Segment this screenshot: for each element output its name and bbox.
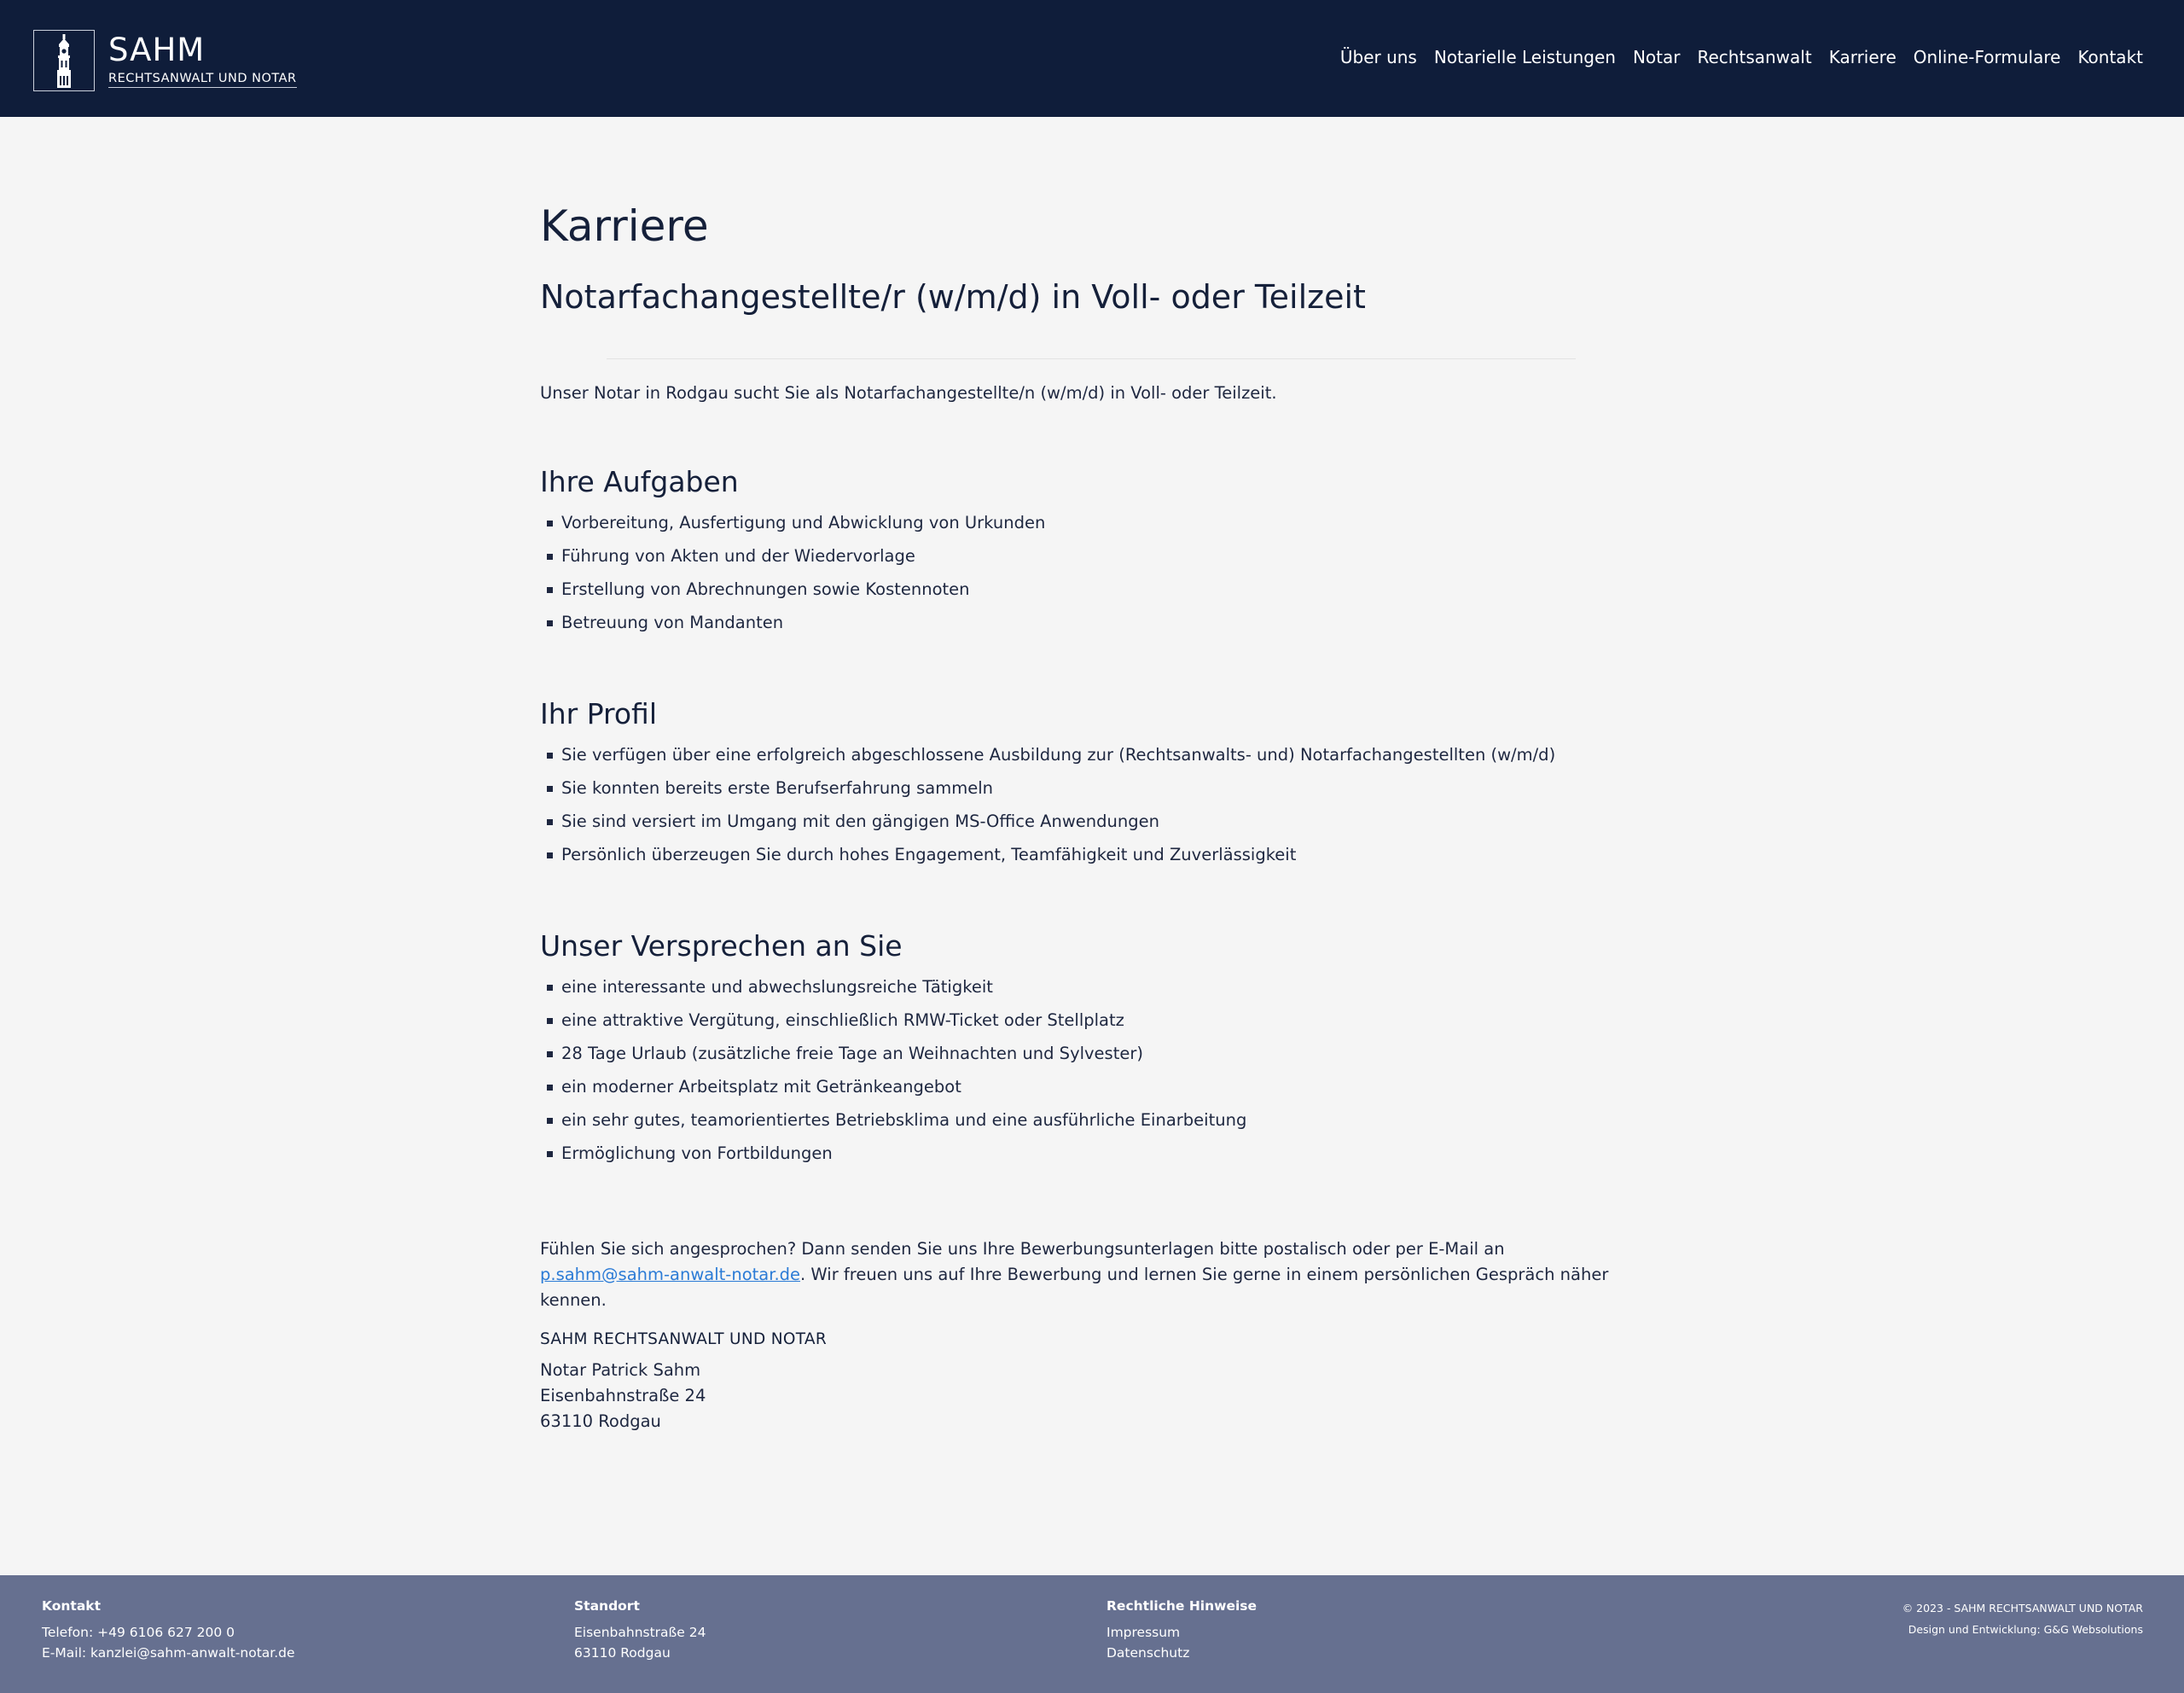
list-item: 28 Tage Urlaub (zusätzliche freie Tage an Weihnachten und Sylvester) xyxy=(540,1037,1649,1070)
main-content xyxy=(540,196,1649,1434)
list-item: Persönlich überzeugen Sie durch hohes Engagement, Teamfähigkeit und Zuverlässigkeit xyxy=(540,838,1649,871)
footer-heading-hinweise: Rechtliche Hinweise xyxy=(1107,1598,1258,1614)
logo-link[interactable] xyxy=(33,30,297,91)
intro-text: Unser Notar in Rodgau sucht Sie als Notarfachangestellte/n (w/m/d) in Voll- oder Teilzeit. xyxy=(540,383,1277,403)
logo-text xyxy=(108,30,297,88)
footer-standort xyxy=(574,1597,706,1663)
footer-meta xyxy=(1902,1597,2143,1640)
nav-item-kontakt[interactable]: Kontakt xyxy=(2077,47,2143,67)
list-item: Erstellung von Abrechnungen sowie Kostennoten xyxy=(540,573,1649,606)
address-line: Notar Patrick Sahm xyxy=(540,1360,701,1380)
main-nav xyxy=(1340,44,2143,70)
footer-kontakt xyxy=(42,1597,295,1663)
list-item: ein moderner Arbeitsplatz mit Getränkeangebot xyxy=(540,1070,1649,1103)
list-item: Führung von Akten und der Wiedervorlage xyxy=(540,539,1649,573)
list-item: Betreuung von Mandanten xyxy=(540,606,1649,639)
list-item: Sie konnten bereits erste Berufserfahrung sammeln xyxy=(540,771,1649,805)
footer-heading-standort: Standort xyxy=(574,1598,640,1614)
email-link[interactable]: p.sahm@sahm-anwalt-notar.de xyxy=(540,1265,801,1284)
footer-city: 63110 Rodgau xyxy=(574,1645,671,1661)
footer-phone[interactable]: Telefon: +49 6106 627 200 0 xyxy=(42,1625,235,1640)
postal-address xyxy=(540,1358,1649,1434)
nav-item-karriere[interactable]: Karriere xyxy=(1828,47,1896,67)
brand-name: SAHM xyxy=(108,32,206,68)
list-item: ein sehr gutes, teamorientiertes Betriebsklima und eine ausführliche Einarbeitung xyxy=(540,1103,1649,1137)
closing-text-before: Fühlen Sie sich angesprochen? Dann senden Sie uns Ihre Bewerbungsunterlagen bitte postalisch oder per E-Mail an xyxy=(540,1239,1505,1259)
site-footer xyxy=(0,1575,2184,1693)
list-item: eine attraktive Vergütung, einschließlich RMW-Ticket oder Stellplatz xyxy=(540,1004,1649,1037)
list-item: Sie verfügen über eine erfolgreich abgeschlossene Ausbildung zur (Rechtsanwalts- und) Notarfachangestellten (w/m/d) xyxy=(540,738,1649,771)
nav-item-ueber-uns[interactable]: Über uns xyxy=(1339,47,1417,67)
page-title: Karriere xyxy=(540,201,709,251)
footer-link-impressum[interactable]: Impressum xyxy=(1107,1625,1181,1640)
versprechen-list xyxy=(540,970,1649,1170)
footer-credits: Design und Entwicklung: G&G Websolutions xyxy=(1908,1623,2143,1636)
address-line: Eisenbahnstraße 24 xyxy=(540,1386,706,1405)
closing-text xyxy=(540,1236,1632,1313)
nav-item-online-formulare[interactable]: Online-Formulare xyxy=(1913,47,2061,67)
footer-link-datenschutz[interactable]: Datenschutz xyxy=(1107,1645,1190,1661)
list-item: Sie sind versiert im Umgang mit den gängigen MS-Office Anwendungen xyxy=(540,805,1649,838)
nav-item-rechtsanwalt[interactable]: Rechtsanwalt xyxy=(1697,47,1812,67)
tower-logo-icon xyxy=(33,30,95,91)
list-item: Vorbereitung, Ausfertigung und Abwicklung von Urkunden xyxy=(540,506,1649,539)
brand-subtitle: RECHTSANWALT UND NOTAR xyxy=(108,72,297,88)
nav-item-notarielle-leistungen[interactable]: Notarielle Leistungen xyxy=(1433,47,1616,67)
firm-name: SAHM RECHTSANWALT UND NOTAR xyxy=(540,1330,828,1348)
footer-heading-kontakt: Kontakt xyxy=(42,1598,102,1614)
job-title: Notarfachangestellte/r (w/m/d) in Voll- oder Teilzeit xyxy=(540,278,1366,316)
site-header xyxy=(0,0,2184,117)
list-item: eine interessante und abwechslungsreiche Tätigkeit xyxy=(540,970,1649,1004)
list-item: Ermöglichung von Fortbildungen xyxy=(540,1137,1649,1170)
section-heading-profil: Ihr Profil xyxy=(540,697,658,730)
section-heading-versprechen: Unser Versprechen an Sie xyxy=(540,929,903,963)
profil-list xyxy=(540,738,1649,871)
footer-copyright: © 2023 - SAHM RECHTSANWALT UND NOTAR xyxy=(1902,1602,2143,1614)
footer-email[interactable]: E-Mail: kanzlei@sahm-anwalt-notar.de xyxy=(42,1645,295,1661)
nav-item-notar[interactable]: Notar xyxy=(1632,47,1681,67)
footer-hinweise xyxy=(1107,1597,1257,1663)
divider xyxy=(607,358,1576,359)
aufgaben-list xyxy=(540,506,1649,639)
closing-text-after: . Wir freuen uns auf Ihre Bewerbung und lernen Sie gerne in einem persönlichen Gespräch näher kennen. xyxy=(540,1265,1609,1310)
address-line: 63110 Rodgau xyxy=(540,1411,661,1431)
footer-street: Eisenbahnstraße 24 xyxy=(574,1625,706,1640)
section-heading-aufgaben: Ihre Aufgaben xyxy=(540,465,739,498)
